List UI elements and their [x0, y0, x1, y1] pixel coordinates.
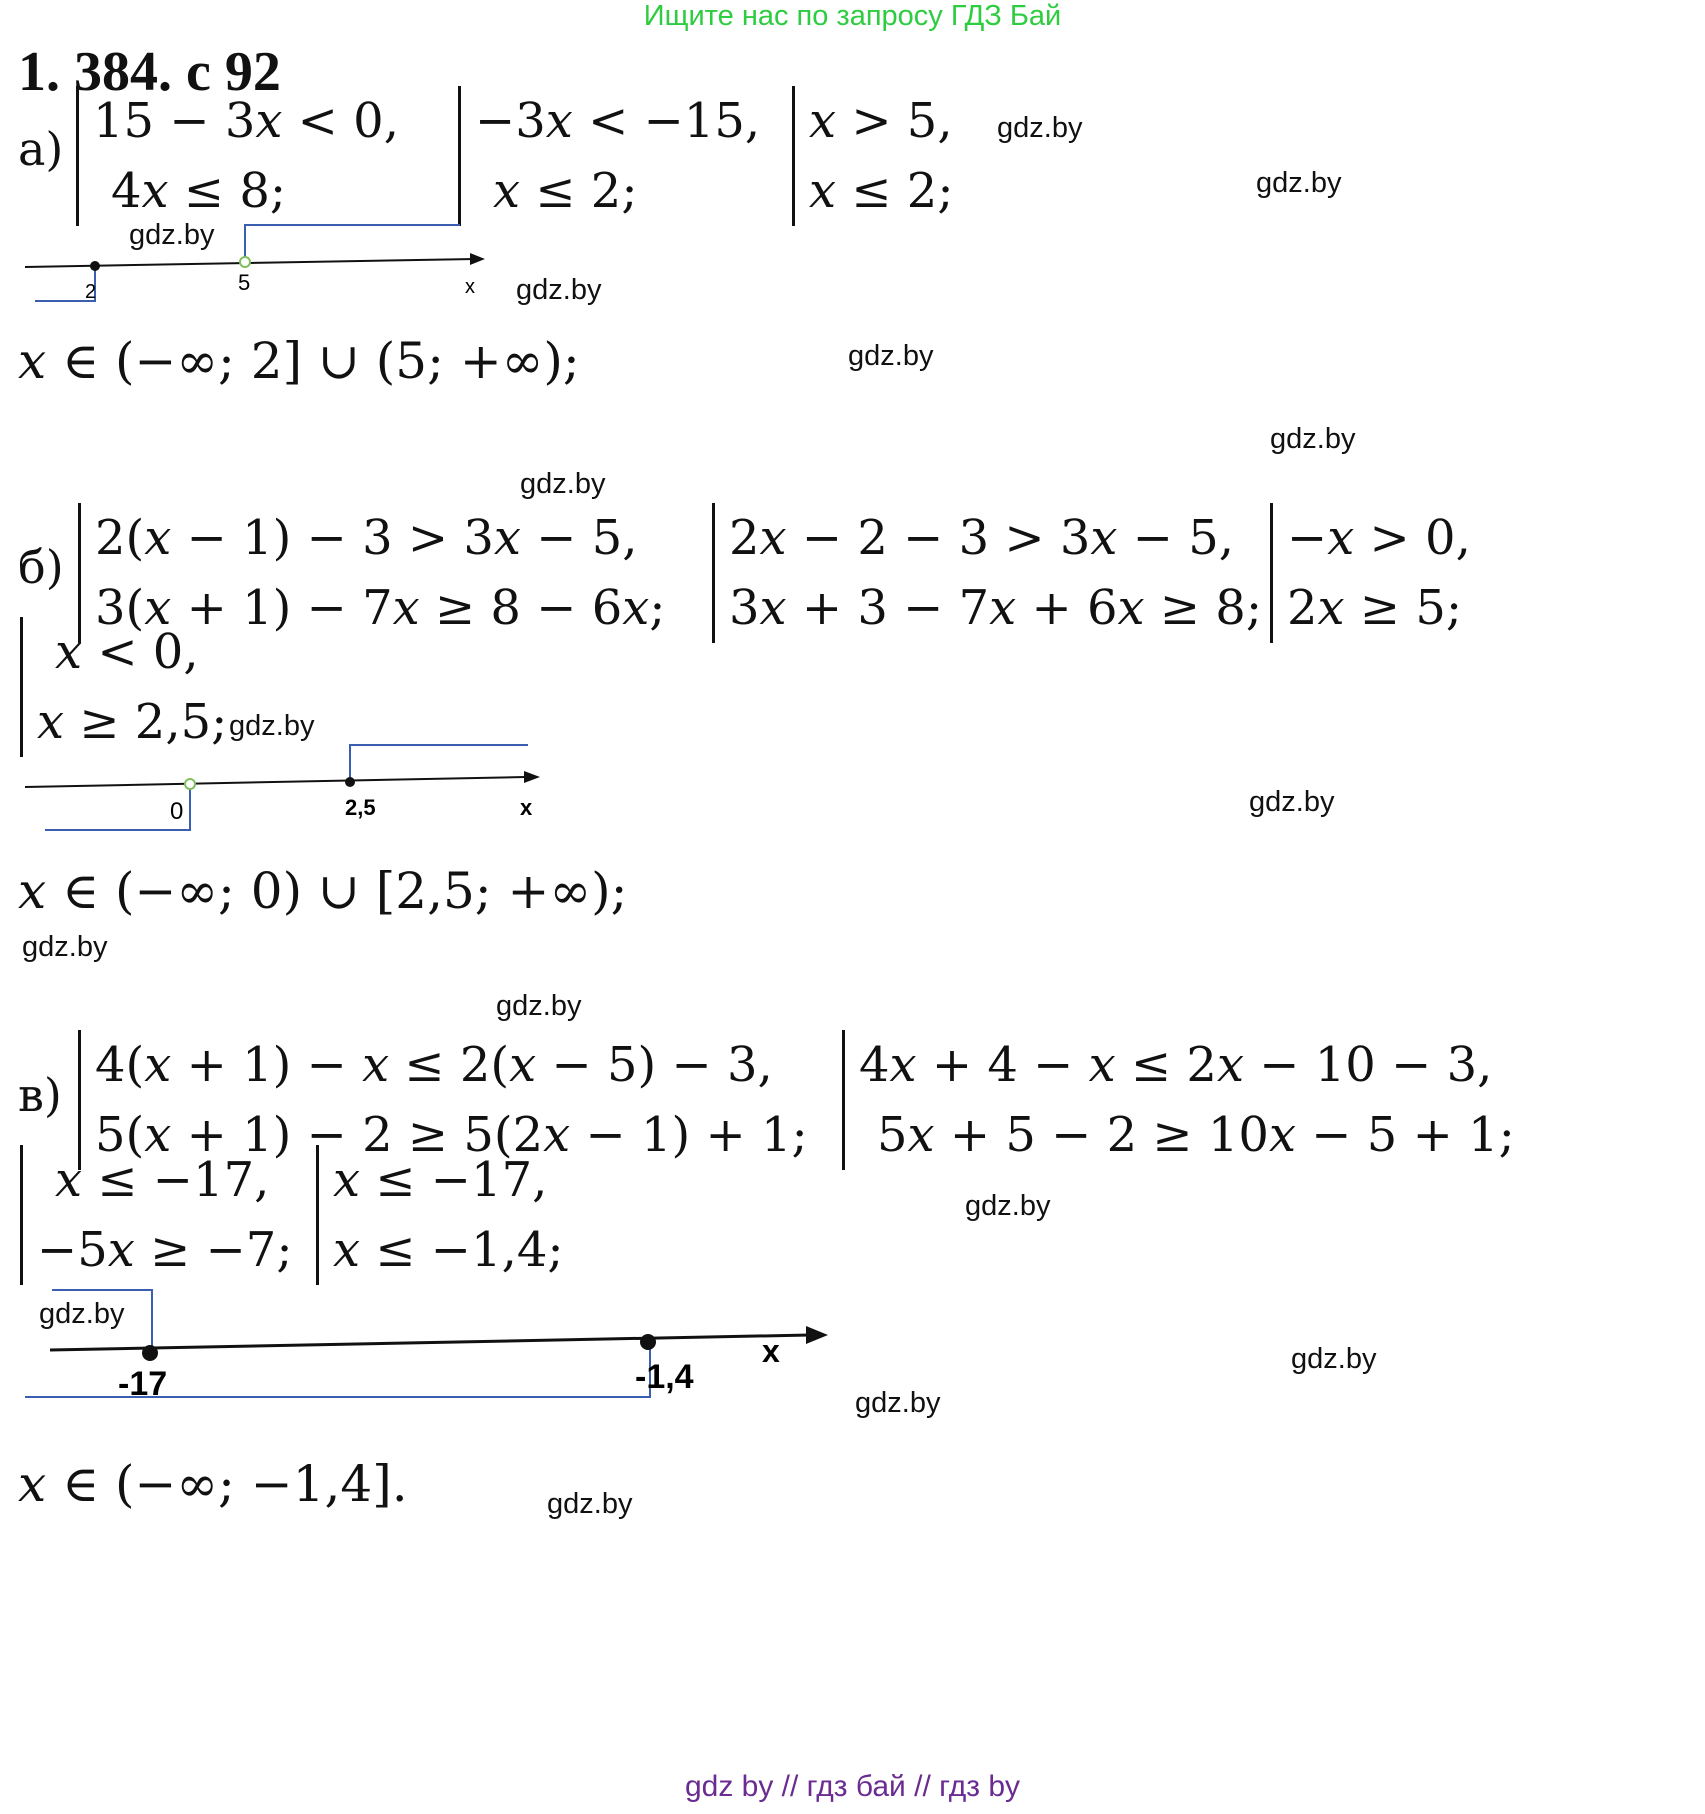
part-c-system-3 — [20, 1145, 293, 1285]
watermark: gdz.by — [39, 1298, 125, 1330]
tick-label: 2,5 — [345, 795, 376, 820]
point-filled — [90, 261, 100, 271]
inequality: 4(𝑥 + 1) − 𝑥 ≤ 2(𝑥 − 5) − 3, — [95, 1037, 773, 1093]
point-filled — [640, 1334, 656, 1350]
part-b-label: б) — [18, 540, 64, 594]
inequality: 5(𝑥 + 1) − 2 ≥ 5(2𝑥 − 1) + 1; — [95, 1107, 808, 1163]
inequality: 3𝑥 + 3 − 7𝑥 + 6𝑥 ≥ 8; — [729, 580, 1263, 636]
axis-line — [25, 777, 525, 787]
watermark: gdz.by — [496, 990, 582, 1022]
part-b-system-3 — [1270, 503, 1471, 643]
inequality: 5𝑥 + 5 − 2 ≥ 10𝑥 − 5 + 1; — [877, 1107, 1515, 1163]
part-b-system-2 — [712, 503, 1262, 643]
watermark: gdz.by — [1270, 423, 1356, 455]
watermark: gdz.by — [855, 1387, 941, 1419]
watermark: gdz.by — [520, 468, 606, 500]
axis-var: x — [465, 276, 475, 298]
inequality: 𝑥 < 0, — [55, 624, 199, 680]
shade-left — [45, 784, 190, 830]
axis-arrow — [524, 771, 540, 783]
inequality: 𝑥 ≤ −1,4; — [333, 1222, 564, 1278]
inequality: 𝑥 > 5, — [809, 93, 953, 149]
part-c-system-2 — [842, 1030, 1515, 1170]
axis-arrow — [470, 253, 485, 265]
tick-label: 0 — [170, 798, 184, 825]
part-a-label: а) — [18, 122, 64, 176]
watermark: gdz.by — [1291, 1343, 1377, 1375]
watermark: gdz.by — [1249, 786, 1335, 818]
watermark: gdz.by — [516, 274, 602, 306]
point-filled — [142, 1345, 158, 1361]
inequality: 𝑥 ≤ −17, — [333, 1152, 548, 1208]
watermark: gdz.by — [848, 340, 934, 372]
inequality: 𝑥 ≤ 2; — [493, 163, 638, 219]
inequality: 15 − 3𝑥 < 0, — [93, 93, 399, 149]
part-c-system-4 — [316, 1145, 564, 1285]
inequality: 4𝑥 + 4 − 𝑥 ≤ 2𝑥 − 10 − 3, — [859, 1037, 1493, 1093]
part-a-number-line — [20, 215, 500, 315]
watermark: gdz.by — [547, 1488, 633, 1520]
part-b-number-line — [20, 735, 550, 840]
inequality: 2𝑥 ≥ 5; — [1287, 580, 1463, 636]
part-c-number-line — [20, 1280, 840, 1405]
inequality: 2(𝑥 − 1) − 3 > 3𝑥 − 5, — [95, 510, 638, 566]
inequality: 𝑥 ≤ −17, — [55, 1152, 270, 1208]
part-a-system-2 — [458, 86, 760, 226]
watermark: gdz.by — [129, 219, 215, 251]
inequality: −5𝑥 ≥ −7; — [37, 1222, 293, 1278]
inequality: 2𝑥 − 2 − 3 > 3𝑥 − 5, — [729, 510, 1235, 566]
part-a-system-3 — [792, 86, 954, 226]
inequality: 4𝑥 ≤ 8; — [111, 163, 287, 219]
part-c-answer: 𝑥 ∈ (−∞; −1,4]. — [18, 1455, 408, 1513]
inequality: 3(𝑥 + 1) − 7𝑥 ≥ 8 − 6𝑥; — [95, 580, 666, 636]
tick-label: -1,4 — [635, 1358, 694, 1396]
exercise-title: 1. 384. с 92 — [18, 41, 281, 103]
watermark: gdz.by — [997, 112, 1083, 144]
top-banner: Ищите нас по запросу ГДЗ Бай — [643, 0, 1062, 32]
inequality: −𝑥 > 0, — [1287, 510, 1471, 566]
watermark: gdz.by — [1256, 167, 1342, 199]
part-a-system-1 — [76, 86, 399, 226]
part-b-answer: 𝑥 ∈ (−∞; 0) ∪ [2,5; +∞); — [18, 862, 628, 920]
part-c-label: в) — [18, 1068, 62, 1122]
point-filled — [345, 777, 355, 787]
point-open — [185, 779, 195, 789]
axis-var: x — [520, 795, 533, 820]
footer-links[interactable]: gdz by // гдз бай // гдз by — [684, 1770, 1021, 1803]
shade-right — [245, 225, 460, 262]
part-a-answer: 𝑥 ∈ (−∞; 2] ∪ (5; +∞); — [18, 332, 580, 390]
axis-line — [50, 1335, 810, 1350]
inequality: −3𝑥 < −15, — [475, 93, 761, 149]
watermark: gdz.by — [229, 710, 315, 742]
axis-arrow — [806, 1326, 828, 1344]
tick-label: 5 — [238, 270, 251, 295]
axis-var: x — [762, 1333, 780, 1369]
point-open — [240, 257, 250, 267]
watermark: gdz.by — [965, 1190, 1051, 1222]
tick-label: 2 — [85, 281, 97, 303]
watermark: gdz.by — [22, 931, 108, 963]
inequality: 𝑥 ≥ 2,5; — [37, 694, 228, 750]
shade-right — [350, 745, 528, 782]
tick-label: -17 — [118, 1365, 168, 1403]
inequality: 𝑥 ≤ 2; — [809, 163, 954, 219]
